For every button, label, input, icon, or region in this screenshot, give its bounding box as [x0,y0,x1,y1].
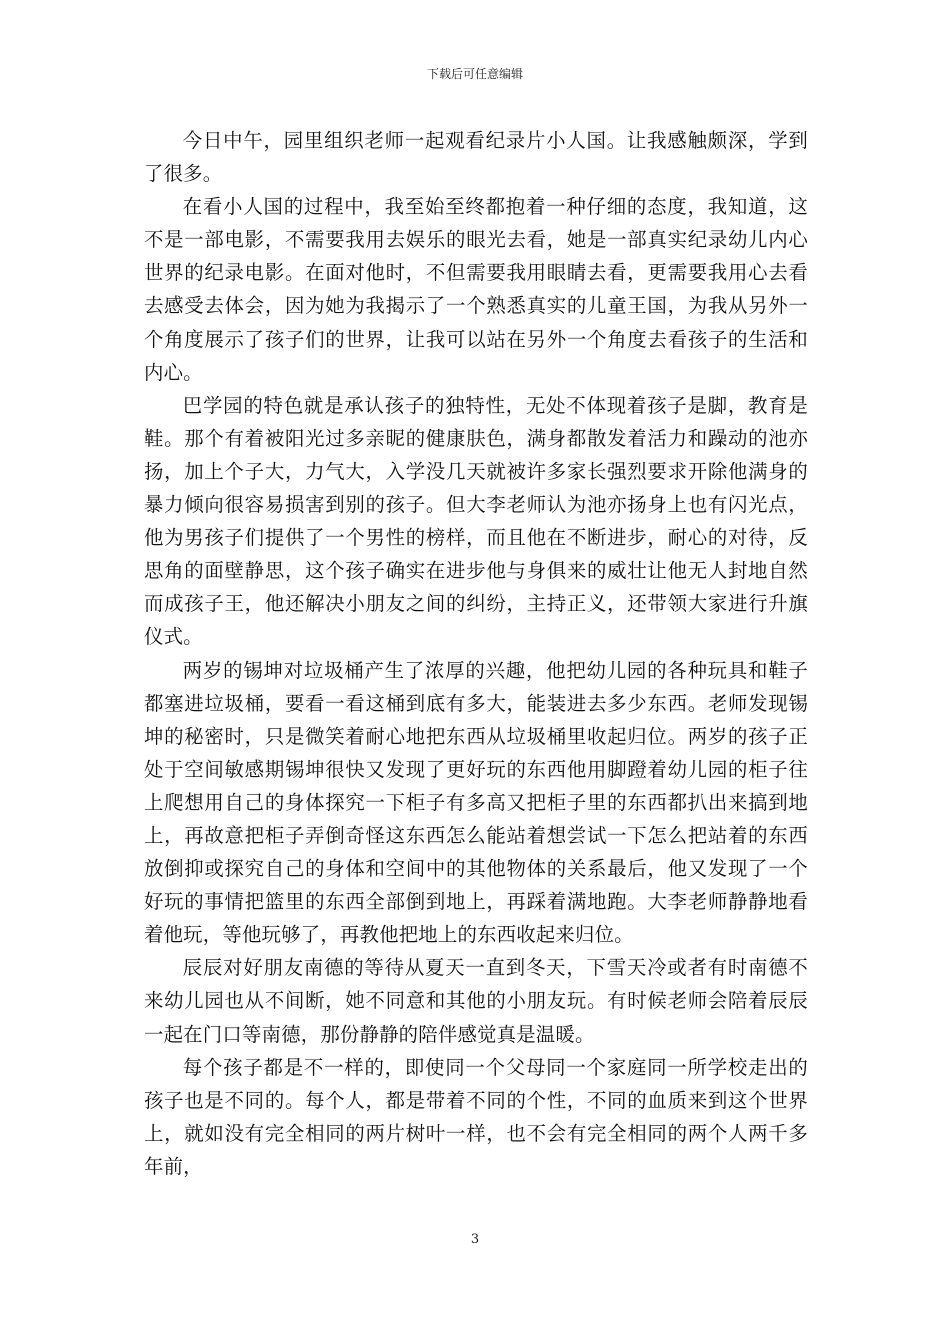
page-header: 下载后可任意编辑 [426,67,523,81]
document-body [144,124,808,1183]
paragraph-4: 两岁的锡坤对垃圾桶产生了浓厚的兴趣，他把幼儿园的各种玩具和鞋子都塞进垃圾桶，要看一看这桶到底有多大，能装进去多少东西。老师发现锡坤的秘密时，只是微笑着耐心地把东西从垃圾桶里收起归位。两岁的孩子正处于空间敏感期锡坤很快又发现了更好玩的东西他用脚蹬着幼儿园的柜子往上爬想用自己的身体探究一下柜子有多高又把柜子里的东西都扒出来搞到地上，再故意把柜子弄倒奇怪这东西怎么能站着想尝试一下怎么把站着的东西放倒抑或探究自己的身体和空间中的其他物体的关系最后，他又发现了一个好玩的事情把篮里的东西全部倒到地上，再踩着满地跑。大李老师静静地看着他玩，等他玩够了，再教他把地上的东西收起来归位。 [144,658,808,947]
paragraph-1: 今日中午，园里组织老师一起观看纪录片小人国。让我感触颇深，学到了很多。 [144,129,808,186]
paragraph-2: 在看小人国的过程中，我至始至终都抱着一种仔细的态度，我知道，这不是一部电影，不需要我用去娱乐的眼光去看，她是一部真实纪录幼儿内心世界的纪录电影。在面对他时，不但需要我用眼睛去看，更需要我用心去看去感受去体会，因为她为我揭示了一个熟悉真实的儿童王国，为我从另外一个角度展示了孩子们的世界，让我可以站在另外一个角度去看孩子的生活和内心。 [144,195,808,384]
paragraph-3: 巴学园的特色就是承认孩子的独特性，无处不体现着孩子是脚，教育是鞋。那个有着被阳光过多亲昵的健康肤色，满身都散发着活力和躁动的池亦扬，加上个子大，力气大，入学没几天就被许多家长强烈要求开除他满身的暴力倾向很容易损害到别的孩子。但大李老师认为池亦扬身上也有闪光点，他为男孩子们提供了一个男性的榜样，而且他在不断进步，耐心的对待，反思角的面壁静思，这个孩子确实在进步他与身俱来的威壮让他无人封地自然而成孩子王，他还解决小朋友之间的纠纷，主持正义，还带领大家进行升旗仪式。 [144,393,808,649]
page-number: 3 [470,1232,480,1247]
paragraph-6: 每个孩子都是不一样的，即使同一个父母同一个家庭同一所学校走出的孩子也是不同的。每个人，都是带着不同的个性，不同的血质来到这个世界上，就如没有完全相同的两片树叶一样，也不会有完全相同的两个人两千多年前， [144,1055,808,1178]
paragraph-5: 辰辰对好朋友南德的等待从夏天一直到冬天，下雪天冷或者有时南德不来幼儿园也从不间断，她不同意和其他的小朋友玩。有时候老师会陪着辰辰一起在门口等南德，那份静静的陪伴感觉真是温暖。 [144,956,808,1046]
